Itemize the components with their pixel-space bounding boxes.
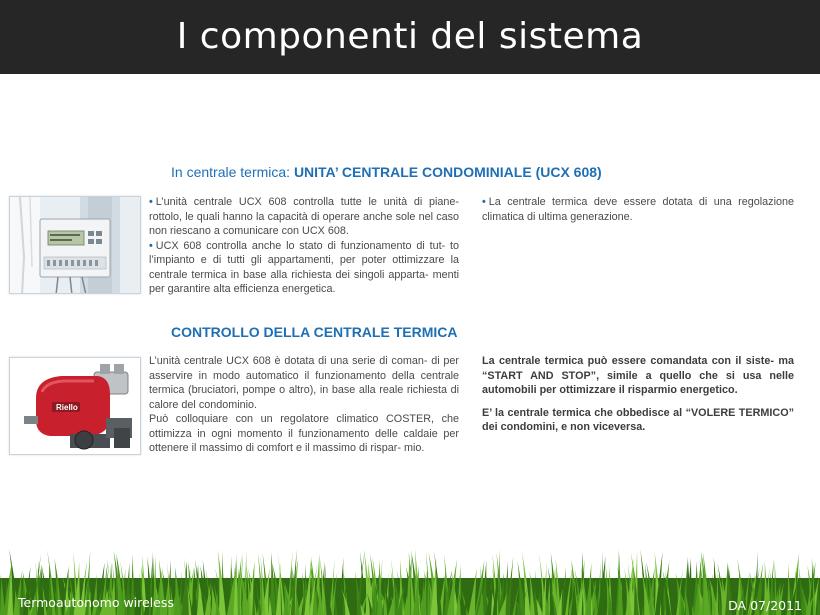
section1-heading — [171, 164, 602, 180]
slide-title: I componenti del sistema — [176, 15, 644, 57]
section2-heading: CONTROLLO DELLA CENTRALE TERMICA — [171, 324, 458, 340]
footer-right-text: DA 07/2011 — [728, 598, 802, 613]
burner-image — [10, 358, 141, 455]
footer-left-text: Termoautonomo wireless — [18, 595, 174, 610]
section1-heading-main: UNITA’ CENTRALE CONDOMINIALE (UCX 608) — [293, 164, 602, 180]
section2-right-paragraph-2: E’ la centrale termica che obbedisce al “VOLERE TERMICO” dei condomini, e non viceversa. — [482, 406, 794, 433]
section1-left-paragraph-2: • UCX 608 controlla anche lo stato di funzionamento di tut- to l’impianto e di tutti gli appartamenti, per poter ottimizzare la centrale termica in base alla richiesta dei singoli apparta- menti per garantire alta efficienza energetica. — [149, 239, 459, 297]
section2-left-column — [149, 354, 459, 456]
section2-right-paragraph-1: La centrale termica può essere comandata con il siste- ma “START AND STOP”, simile a quello che si usa nelle automobili per ottimizzare il risparmio energetico. — [482, 355, 794, 396]
control-unit-photo — [9, 196, 141, 294]
section1-left-paragraph-1: • L’unità centrale UCX 608 controlla tutte le unità di piane- rottolo, le quali hanno la capacità di operare anche sole nel caso non riescano a comunicare con UCX 608. — [149, 195, 459, 239]
section1-left-column — [149, 195, 459, 297]
title-bar — [0, 0, 820, 74]
svg-text:Riello: Riello — [56, 403, 78, 412]
section2-left-paragraph-1: L’unità centrale UCX 608 è dotata di una serie di coman- di per asservire in modo automatico il funzionamento della centrale termica (bruciatori, pompe o altro), in base alla reale richiesta di calore del condominio. — [149, 355, 459, 411]
section1-right-column — [482, 195, 794, 224]
section1-right-paragraph-1: • La centrale termica deve essere dotata di una regolazione climatica di ultima generazione. — [482, 195, 794, 224]
section2-left-paragraph-2: Può colloquiare con un regolatore climatico COSTER, che ottimizza in ogni momento il funzionamento delle caldaie per ottenere il massimo di comfort e il massimo di rispar- mio. — [149, 413, 459, 454]
grass-footer — [0, 548, 820, 615]
burner-photo — [9, 357, 141, 455]
section2-right-column — [482, 354, 794, 435]
control-unit-image — [10, 197, 141, 294]
section1-heading-prefix: In centrale termica: — [171, 164, 294, 180]
